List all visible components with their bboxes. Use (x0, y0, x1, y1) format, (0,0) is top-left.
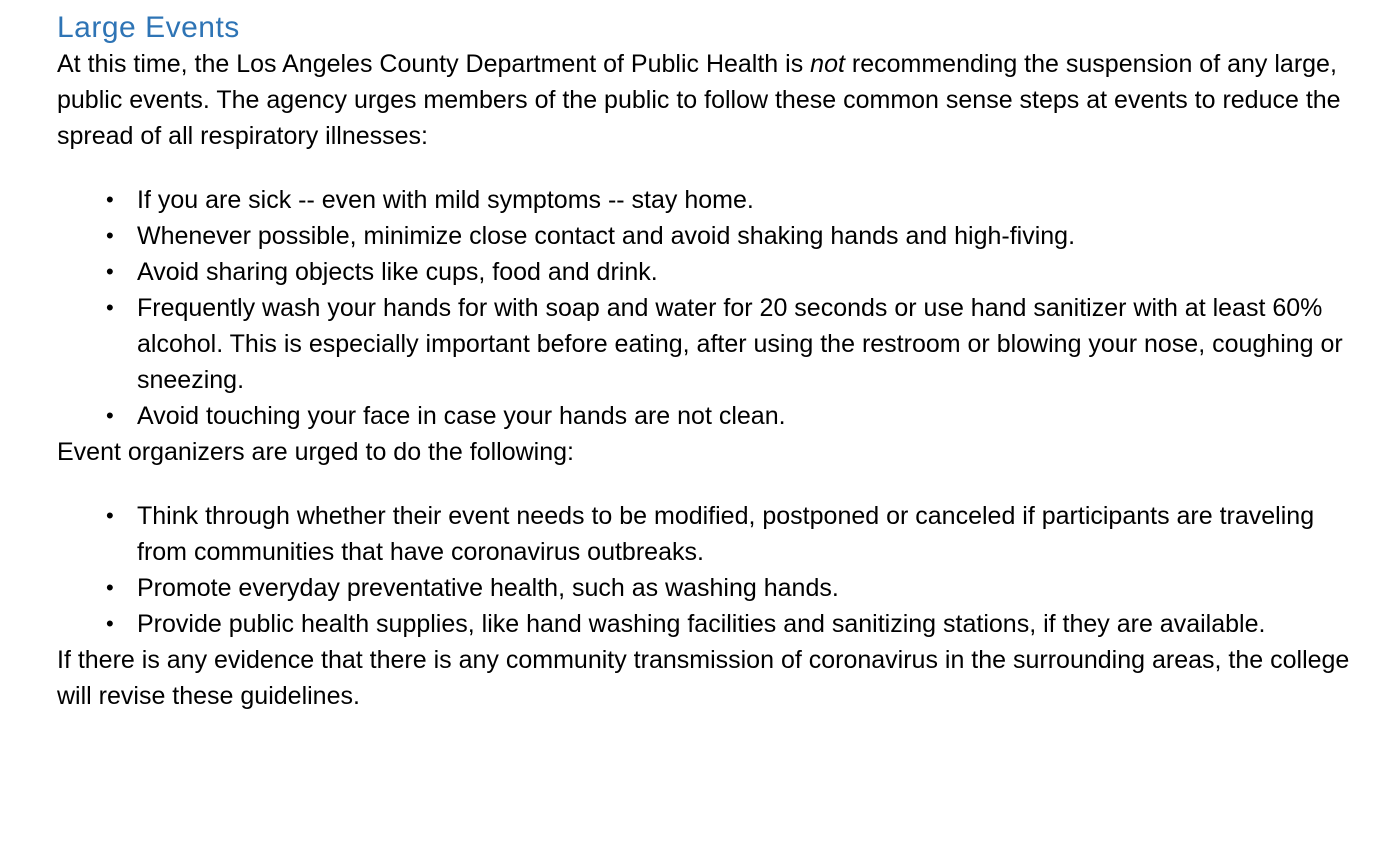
public-steps-list (57, 182, 1357, 434)
bullet-icon: • (106, 611, 114, 636)
bullet-icon: • (106, 575, 114, 600)
document-page (57, 0, 1357, 714)
list-item-text: Frequently wash your hands for with soap and water for 20 seconds or use hand sanitizer with at least 60% alcohol. This is especially important before eating, after using the restroom or blowing your nose, coughing or sneezing. (137, 294, 1343, 394)
list-item-text: Think through whether their event needs to be modified, postponed or canceled if participants are traveling from communities that have coronavirus outbreaks. (137, 502, 1315, 566)
list-item-text: Whenever possible, minimize close contact and avoid shaking hands and high-fiving. (137, 222, 1076, 250)
list-item-text: Avoid sharing objects like cups, food and drink. (137, 258, 658, 286)
intro-paragraph (57, 46, 1357, 154)
intro-text-end: recommending the suspension of any large, public events. The agency urges members of the public to follow these common sense steps at events to reduce the spread of all respiratory illnesses: (57, 50, 1341, 150)
list-item (106, 606, 1357, 642)
list-item-text: Provide public health supplies, like hand washing facilities and sanitizing stations, if they are available. (137, 610, 1266, 638)
list-item (106, 570, 1357, 606)
organizer-steps-list (57, 498, 1357, 642)
list-item (106, 398, 1357, 434)
bullet-icon: • (106, 295, 114, 320)
intro-text-start: At this time, the Los Angeles County Department of Public Health is (57, 50, 811, 78)
section-heading: Large Events (57, 11, 240, 44)
list-item-text: If you are sick -- even with mild symptoms -- stay home. (137, 186, 754, 214)
list-item (106, 290, 1357, 398)
list-item-text: Avoid touching your face in case your hands are not clean. (137, 402, 786, 430)
bullet-icon: • (106, 503, 114, 528)
intro-emphasis: not (810, 50, 845, 78)
bullet-icon: • (106, 259, 114, 284)
organizers-intro: Event organizers are urged to do the following: (57, 438, 574, 466)
bullet-icon: • (106, 403, 114, 428)
closing-paragraph: If there is any evidence that there is any community transmission of coronavirus in the surrounding areas, the college will revise these guidelines. (57, 646, 1350, 710)
bullet-icon: • (106, 187, 114, 212)
list-item (106, 182, 1357, 218)
list-item-text: Promote everyday preventative health, such as washing hands. (137, 574, 839, 602)
list-item (106, 498, 1357, 570)
list-item (106, 254, 1357, 290)
list-item (106, 218, 1357, 254)
bullet-icon: • (106, 223, 114, 248)
